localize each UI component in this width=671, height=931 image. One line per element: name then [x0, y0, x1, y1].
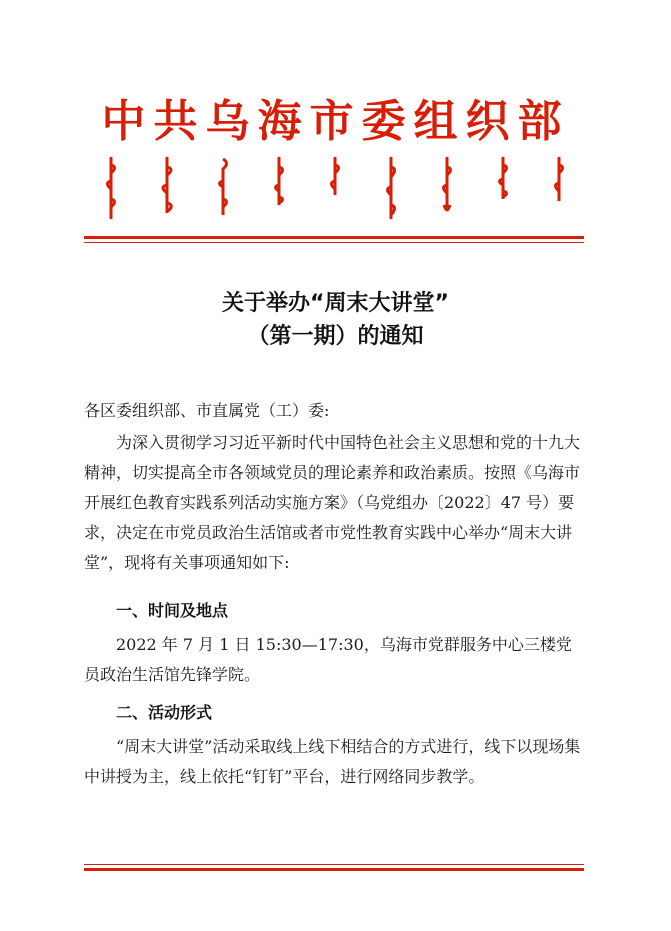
section-body-format [84, 732, 586, 792]
section-heading-format: 二、活动形式 [116, 703, 213, 722]
time-place-text: 2022 年 7 月 1 日 15:30—17:30，乌海市党群服务中心三楼党员政治生活馆先锋学院。 [84, 635, 572, 684]
document-title-line-1: 关于举办“周末大讲堂” [222, 291, 449, 316]
mongolian-word-5 [324, 155, 346, 223]
format-text: “周末大讲堂”活动采取线上线下相结合的方式进行，线下以现场集中讲授为主，线上依托“钉钉”平台，进行网络同步教学。 [84, 737, 581, 786]
header-divider-thick [84, 236, 584, 239]
salutation [84, 396, 586, 426]
section-heading-time-place: 一、时间及地点 [116, 601, 229, 620]
mongolian-word-1 [100, 155, 122, 223]
intro-paragraph [84, 428, 586, 584]
intro-text: 为深入贯彻学习习近平新时代中国特色社会主义思想和党的十九大精神，切实提高全市各领域党员的理论素养和政治素质。按照《乌海市开展红色教育实践系列活动实施方案》（乌党组办〔2022〕47 号）要求，决定在市党员政治生活馆或者市党性教育实践中心举办“周末大讲堂”，现将有关事项通知如下: [84, 433, 581, 572]
mongolian-word-4 [268, 155, 290, 223]
section-body-time-place [84, 630, 586, 690]
mongolian-word-7 [436, 155, 458, 223]
footer-divider-thick [84, 868, 584, 871]
org-name: 中共乌海市委组织部 [101, 96, 570, 147]
footer-divider-thin [84, 864, 584, 865]
mongolian-word-2 [156, 155, 178, 223]
header-divider-thin [84, 242, 584, 243]
salutation-text: 各区委组织部、市直属党（工）委: [84, 401, 330, 420]
document-title-line-2: （第一期）的通知 [247, 324, 424, 349]
mongolian-word-6 [380, 155, 402, 223]
mongolian-word-3 [212, 155, 234, 223]
mongolian-word-9 [548, 155, 570, 223]
mongolian-word-8 [492, 155, 514, 223]
mongolian-org-name [100, 155, 570, 223]
